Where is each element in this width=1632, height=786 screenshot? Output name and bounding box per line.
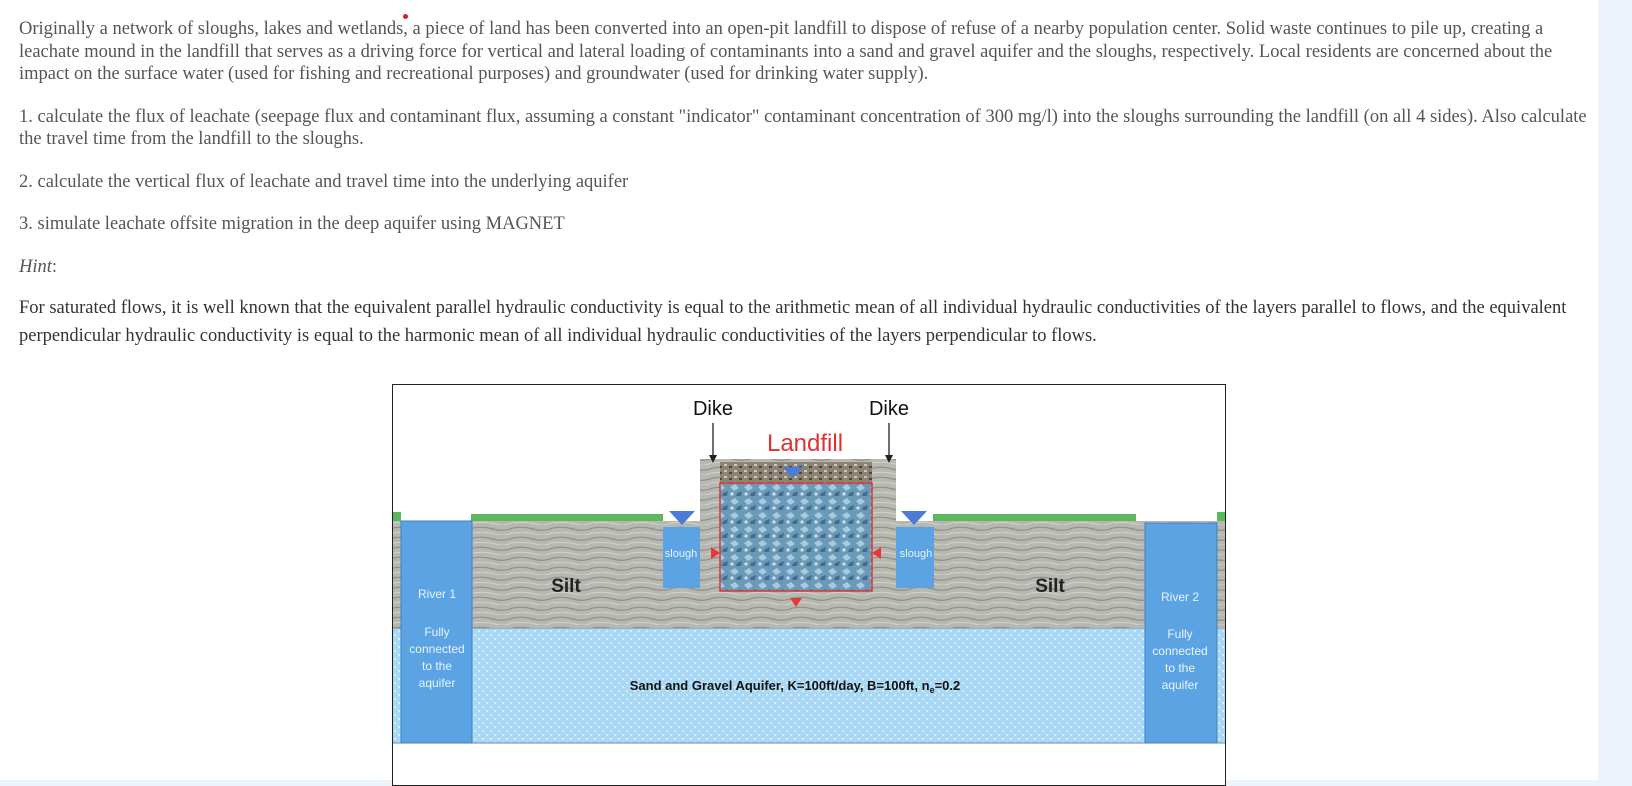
task-1-paragraph: 1. calculate the flux of leachate (seepage flux and contaminant flux, assuming a constant "indicator" contaminant concentration of 300 mg/l) into the sloughs surrounding the landfill (on all 4 sides). Also calculate the travel time from the landfill to the sloughs. [19,106,1587,149]
grass-left [471,514,663,521]
connected-right-line-3: to the [1164,661,1196,675]
river-1-label: River 1 [417,587,457,601]
connected-left-line-4: aquifer [418,676,456,690]
aquifer-label-main: Sand and Gravel Aquifer, K=100ft/day, B=100ft, n [629,678,930,693]
aquifer-label [630,678,961,695]
connected-right-line-1: Fully [1167,627,1193,641]
hint-paragraph: For saturated flows, it is well known that the equivalent parallel hydraulic conductivity is equal to the arithmetic mean of all individual hydraulic conductivities of the layers parallel to flows, and the equivalent perpendicular hydraulic conductivity is equal to the harmonic mean of all individual hydraulic conductivities of the layers perpendicular to flows. [19,298,1567,346]
landfill-label: Landfill [766,430,844,457]
connected-left-line-2: connected [409,642,465,656]
dike-left-label: Dike [692,398,734,420]
connected-right-line-4: aquifer [1161,678,1199,692]
silt-right-label: Silt [1035,576,1065,597]
hint-colon: : [51,256,58,277]
connected-left-line-3: to the [421,659,453,673]
aquifer-label-end: =0.2 [934,678,961,693]
grass-right [933,514,1136,521]
task-2-paragraph: 2. calculate the vertical flux of leachate and travel time into the underlying aquifer [19,171,629,192]
connected-right-line-2: connected [1152,644,1208,658]
hint-heading [19,256,1601,279]
dike-right-label: Dike [868,398,910,420]
hint-label: Hint [19,256,52,277]
landfill-cross-section-figure [392,384,1226,786]
problem-statement [19,18,1601,370]
silt-left-label: Silt [551,576,581,597]
slough-right-label: slough [899,548,933,560]
cross-section-diagram [393,385,1225,785]
connected-left-line-1: Fully [424,625,450,639]
slough-left-label: slough [664,548,698,560]
river-2-label: River 2 [1160,590,1200,604]
intro-paragraph: Originally a network of sloughs, lakes and wetlands, a piece of land has been converted into an open-pit landfill to dispose of refuse of a nearby population center. Solid waste continues to pile up, creating a leachate mound in the landfill that serves as a driving force for vertical and lateral loading of contaminants into a sand and gravel aquifer and the sloughs, respectively. Local residents are concerned about the impact on the surface water (used for fishing and recreational purposes) and groundwater (used for drinking water supply). [19,19,1553,84]
task-3-paragraph: 3. simulate leachate offsite migration in the deep aquifer using MAGNET [19,214,565,234]
landfill-refuse [720,483,872,591]
aquifer-label-subscript: e [929,685,935,695]
